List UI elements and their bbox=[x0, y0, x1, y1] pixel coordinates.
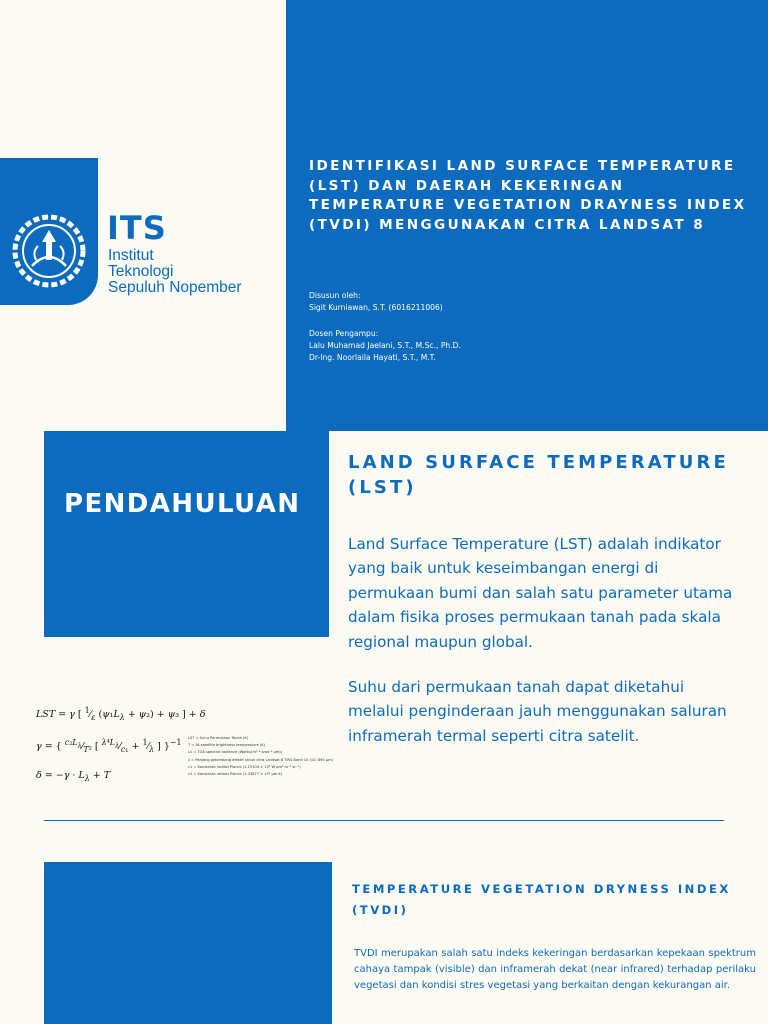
credit-line: Sigit Kurniawan, S.T. (6016211006) bbox=[309, 303, 443, 312]
its-emblem-icon bbox=[6, 208, 92, 294]
formula-legend: LST = Suhu Permukaan Tanah (K) T = At-satellite brightness temperature (K) Lλ = TOA spectral radiance (Watts/(m² * srad * µm)) λ = Panjang gelombang efektif untuk citra Landsat 8 TIRS Band 10 (10, 895 µm) c1 = Konstanta radiasi Planck (1.19104 × 10⁸ W µm⁴ m⁻² sr⁻¹) c2 = Konstanta radiasi Planck (1.43877 × 10⁴ µm K) bbox=[188, 736, 333, 777]
its-name-line-1: Institut bbox=[108, 247, 154, 264]
intro-panel bbox=[44, 431, 329, 637]
tvdi-title: TEMPERATURE VEGETATION DRYNESS INDEX (TVDI) bbox=[352, 882, 731, 917]
its-wordmark: ITS bbox=[107, 209, 167, 247]
tvdi-panel bbox=[44, 862, 332, 1024]
main-title: IDENTIFIKASI LAND SURFACE TEMPERATURE (LST) DAN DAERAH KEKERINGAN TEMPERATURE VEGETATION DRAYNESS INDEX (TVDI) MENGGUNAKAN CITRA LANDSAT 8 bbox=[309, 158, 747, 233]
credit-line: Lalu Muhamad Jaelani, S.T., M.Sc., Ph.D. bbox=[309, 341, 461, 350]
credit-line: Dosen Pengampu: bbox=[309, 329, 379, 338]
its-name-line-2: Teknologi bbox=[108, 263, 174, 280]
credit-line: Dr-Ing. Noorlaila Hayati, S.T., M.T. bbox=[309, 353, 436, 362]
its-name-line-3: Sepuluh Nopember bbox=[108, 279, 242, 296]
section-divider bbox=[44, 820, 724, 821]
credit-line: Disusun oleh: bbox=[309, 291, 361, 300]
lst-formula: LST = γ [ $^1⁄_\varepsilon$ $(\psi_1L_\lambda + \psi_2) + \psi_3$ ] + δ γ = { $^{c_2L_\lambda}⁄_{T^2}$ [ $^{\lambda^4L_\lambda}⁄_{c_1}$ + $^1⁄_\lambda$ ] }$^{-1}$ $\delta = -\gamma \cdot L_\lambda + T$ bbox=[36, 706, 206, 783]
lst-paragraph-1: Land Surface Temperature (LST) adalah indikator yang baik untuk keseimbangan energi di permukaan bumi dan salah satu parameter utama dalam fisika proses permukaan tanah pada skala regional maupun global. bbox=[348, 535, 733, 651]
lst-paragraph-2: Suhu dari permukaan tanah dapat diketahui melalui penginderaan jauh menggunakan saluran inframerah termal seperti citra satelit. bbox=[348, 678, 727, 745]
intro-heading: PENDAHULUAN bbox=[64, 489, 301, 519]
tvdi-paragraph: TVDI merupakan salah satu indeks kekeringan berdasarkan kepekaan spektrum cahaya tampak (visible) dan inframerah dekat (near infrared) terhadap perilaku vegetasi dan kondisi stres vegetasi yang berkaitan dengan kekurangan air. bbox=[354, 948, 756, 991]
lst-title: LAND SURFACE TEMPERATURE (LST) bbox=[348, 452, 729, 498]
